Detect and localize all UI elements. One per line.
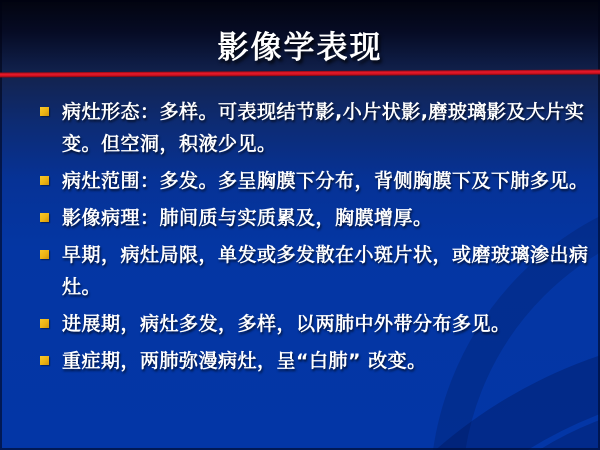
bullet-line: 早期，病灶局限，单发或多发散在小斑片状，或磨玻璃渗出病 xyxy=(62,244,589,266)
background-swirl-icon xyxy=(380,398,600,450)
bullet-text xyxy=(62,96,584,160)
bullet-text xyxy=(62,165,589,197)
bullet-text xyxy=(62,239,589,303)
bullet-line: 灶。 xyxy=(62,276,102,298)
bullet-list xyxy=(40,96,589,382)
bullet-line: 变。但空洞，积液少见。 xyxy=(62,133,277,155)
red-divider-line xyxy=(0,70,600,78)
slide-title: 影像学表现 xyxy=(217,30,383,66)
bullet-line: 病灶范围：多发。多呈胸膜下分布，背侧胸膜下及下肺多见。 xyxy=(62,170,589,192)
bullet-square-icon xyxy=(40,176,49,185)
title-bar xyxy=(0,22,600,67)
bullet-text xyxy=(62,202,575,234)
bullet-item xyxy=(40,345,575,377)
bullet-item xyxy=(40,202,575,234)
bullet-line: 影像病理：肺间质与实质累及，胸膜增厚。 xyxy=(62,207,433,229)
bullet-line: 进展期，病灶多发，多样，以两肺中外带分布多见。 xyxy=(62,313,511,335)
bullet-item xyxy=(40,165,589,197)
bullet-square-icon xyxy=(40,213,49,222)
bullet-item xyxy=(40,308,575,340)
bullet-text xyxy=(62,345,575,377)
bullet-item xyxy=(40,239,589,303)
bullet-text xyxy=(62,308,575,340)
bullet-item xyxy=(40,96,585,160)
bullet-square-icon xyxy=(40,250,49,259)
bullet-square-icon xyxy=(40,319,49,328)
bullet-square-icon xyxy=(40,107,49,116)
bullet-line: 病灶形态：多样。可表现结节影,小片状影,磨玻璃影及大片实 xyxy=(62,101,585,123)
bullet-line: 重症期，两肺弥漫病灶，呈“白肺” 改变。 xyxy=(62,350,427,372)
bullet-square-icon xyxy=(40,356,49,365)
